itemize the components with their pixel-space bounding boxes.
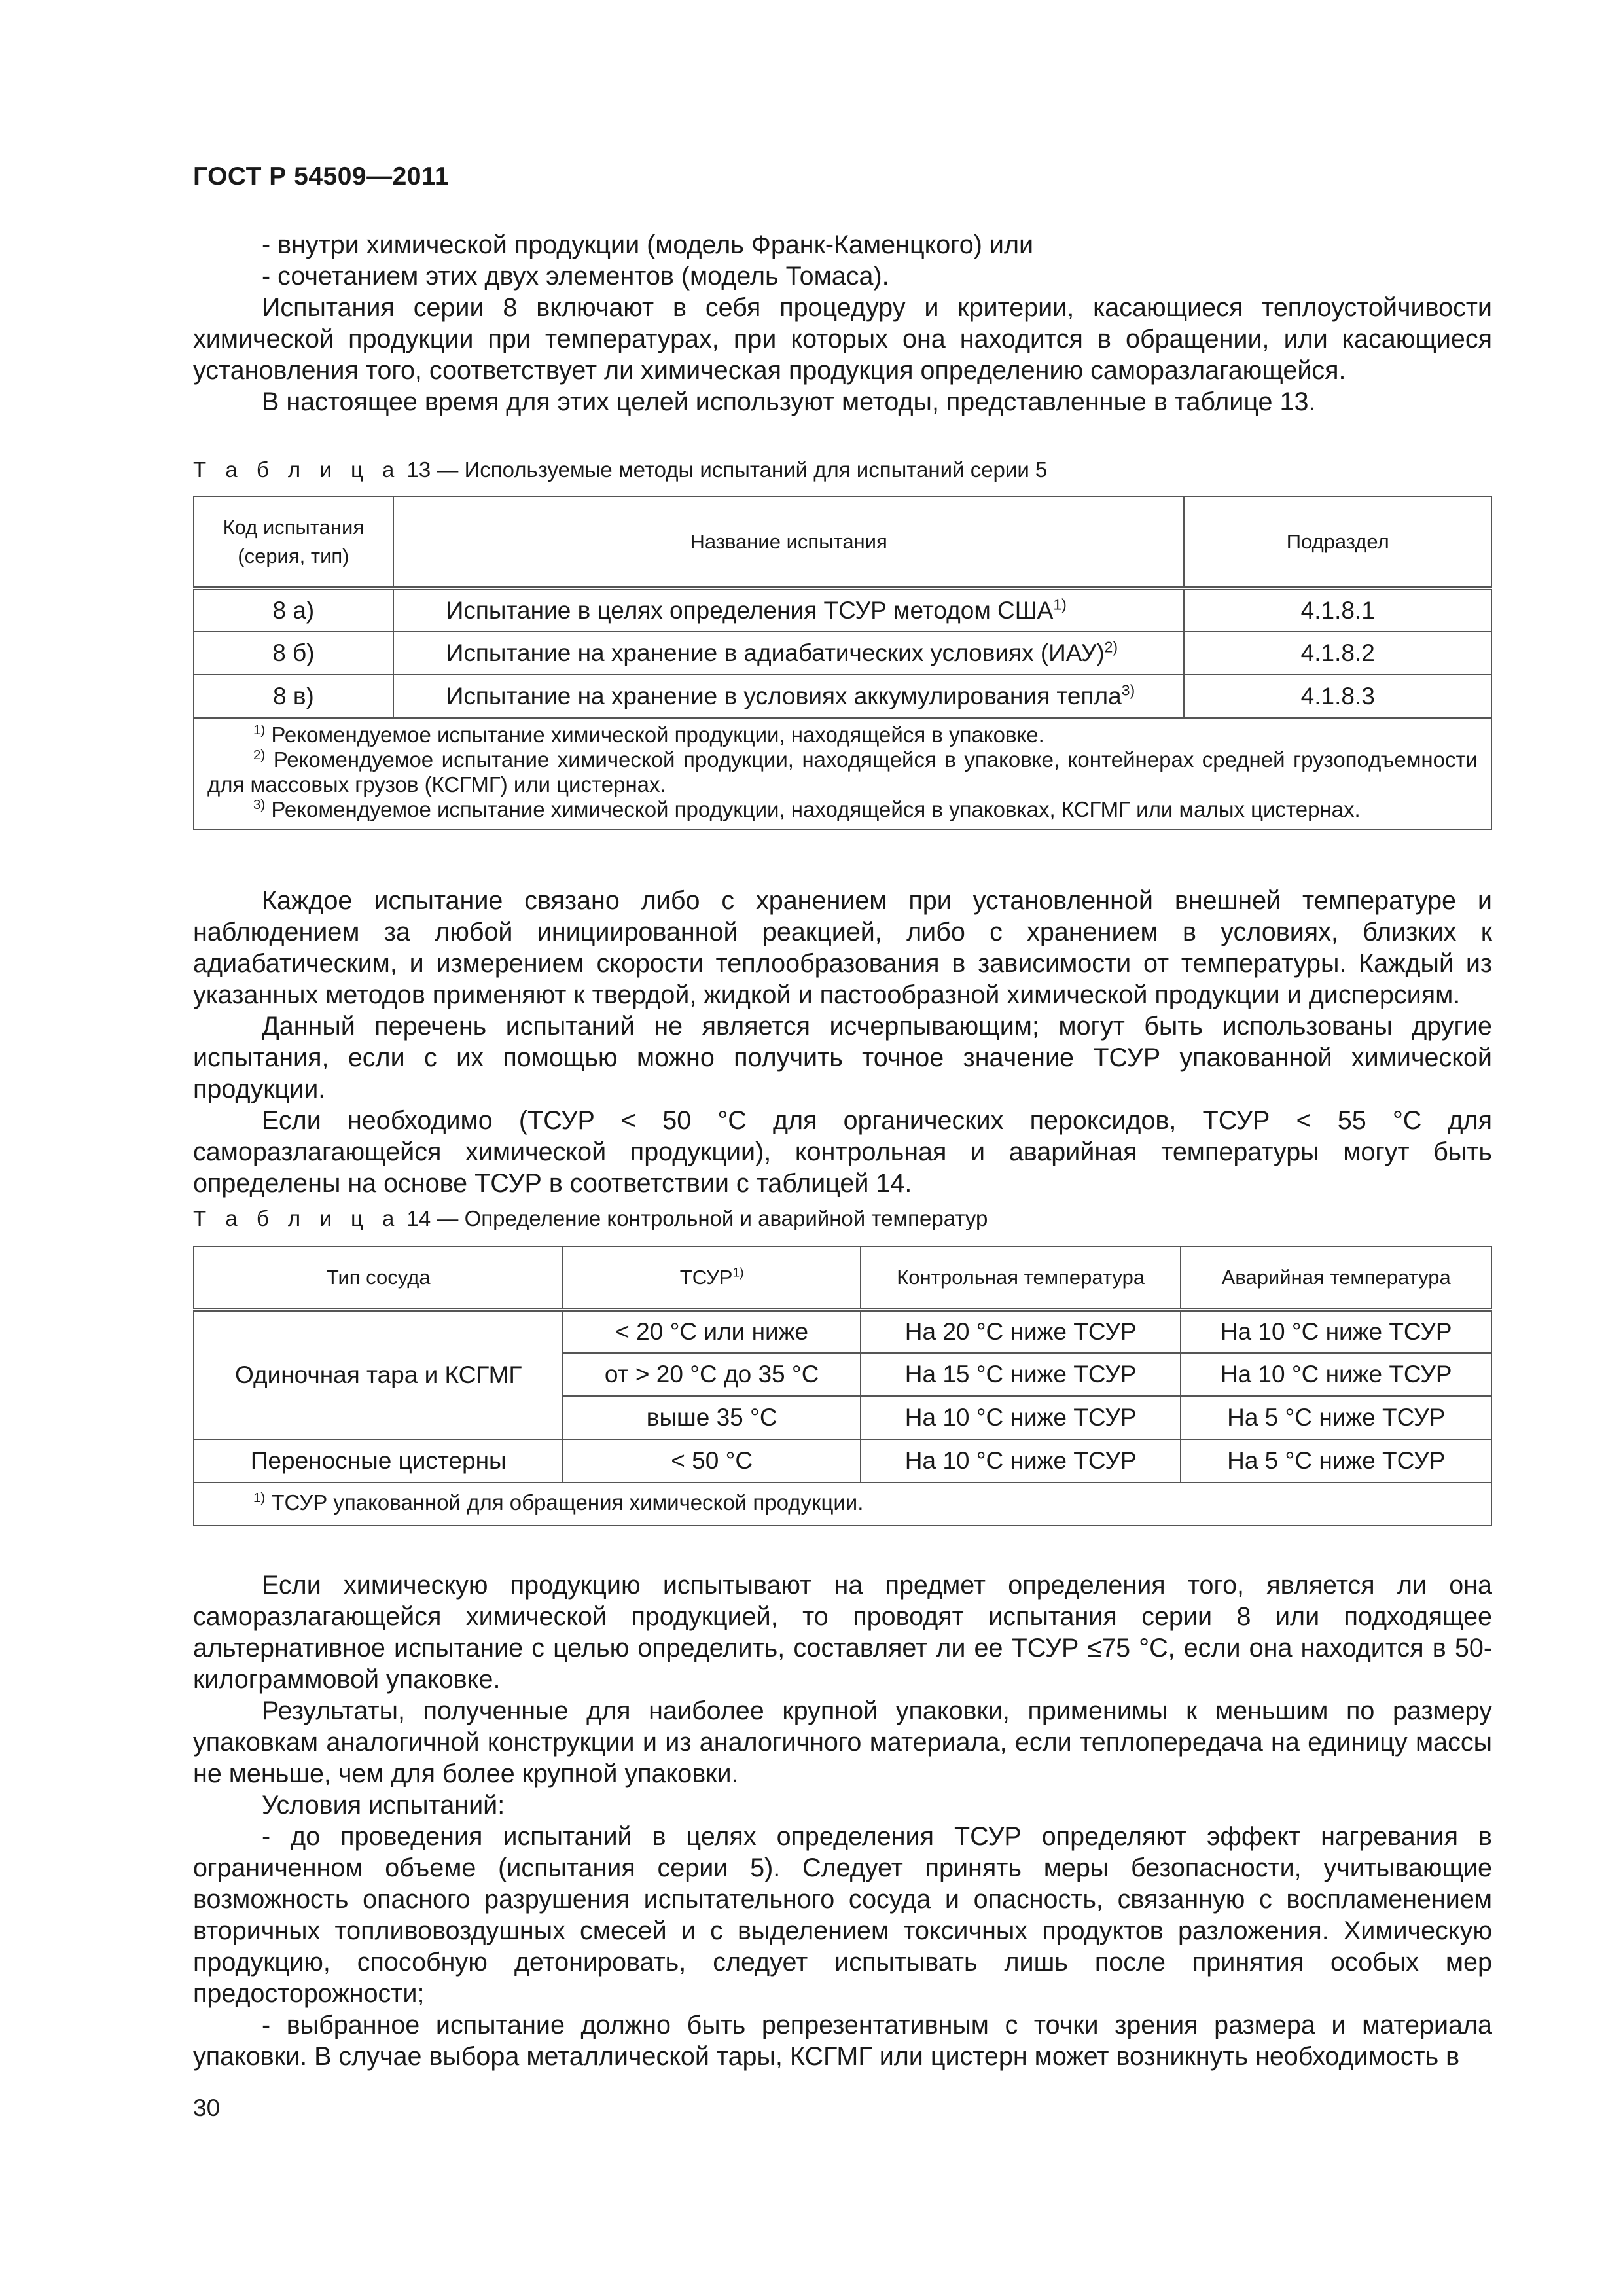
column-header-vessel: Тип сосуда — [194, 1247, 563, 1310]
note-text: Рекомендуемое испытание химической продукции, находящейся в упаковке. — [271, 723, 1044, 747]
caption-prefix: Т а б л и ц а — [193, 1206, 401, 1230]
footnote-mark: 1) — [253, 1490, 266, 1505]
footnote-mark: 1) — [253, 723, 266, 738]
cell-code: 8 в) — [194, 675, 393, 718]
note-text: ТСУР упакованной для обращения химической продукции. — [271, 1490, 864, 1515]
table13-caption — [193, 457, 1047, 483]
cell-tsur: < 20 °С или ниже — [563, 1310, 860, 1353]
table-row — [194, 1439, 1491, 1482]
footnote-mark: 2) — [253, 747, 266, 762]
cell-name — [393, 632, 1185, 675]
cell-name — [393, 675, 1185, 718]
cell-emergency: На 10 °С ниже ТСУР — [1181, 1310, 1491, 1353]
column-header-section: Подраздел — [1184, 497, 1491, 588]
paragraph: Испытания серии 8 включают в себя процедуру и критерии, касающиеся теплоустойчивости химической продукции при температурах, при которых она находится в обращении, или касающиеся установления того, соответствует ли химическая продукция определению саморазлагающейся. — [193, 293, 1492, 385]
intro-text — [193, 229, 1492, 418]
column-header-tsur — [563, 1247, 860, 1310]
name-text: Испытание в целях определения ТСУР методом США — [446, 597, 1054, 624]
paragraph: - выбранное испытание должно быть репрезентативным с точки зрения размера и материала упаковки. В случае выбора металлической тары, КСГМГ или цистерн может возникнуть необходимость в — [193, 2011, 1492, 2071]
paragraph: В настоящее время для этих целей используют методы, представленные в таблице 13. — [262, 387, 1316, 416]
table-notes — [194, 718, 1491, 829]
column-header-code — [194, 497, 393, 588]
table-note — [207, 797, 1478, 822]
table-notes-row — [194, 718, 1491, 829]
cell-name — [393, 588, 1185, 632]
footnote-mark: 3) — [253, 797, 266, 812]
cell-tsur: от > 20 °С до 35 °С — [563, 1353, 860, 1396]
cell-section: 4.1.8.3 — [1184, 675, 1491, 718]
footnote-mark: 1) — [732, 1266, 744, 1280]
middle-text — [193, 885, 1492, 1199]
cell-tsur: < 50 °С — [563, 1439, 860, 1482]
cell-emergency: На 5 °С ниже ТСУР — [1181, 1439, 1491, 1482]
caption-prefix: Т а б л и ц а — [193, 457, 401, 482]
footnote-mark: 2) — [1104, 638, 1118, 656]
page-number: 30 — [193, 2094, 221, 2121]
paragraph: - сочетанием этих двух элементов (модель Томаса). — [262, 262, 889, 291]
cell-vessel: Одиночная тара и КСГМГ — [194, 1310, 563, 1439]
cell-control: На 20 °С ниже ТСУР — [861, 1310, 1181, 1353]
cell-emergency: На 5 °С ниже ТСУР — [1181, 1396, 1491, 1439]
table-notes-row — [194, 1482, 1491, 1526]
cell-code: 8 а) — [194, 588, 393, 632]
cell-section: 4.1.8.1 — [1184, 588, 1491, 632]
table-row — [194, 588, 1491, 632]
cell-control: На 15 °С ниже ТСУР — [861, 1353, 1181, 1396]
cell-code: 8 б) — [194, 632, 393, 675]
final-text — [193, 1570, 1492, 2072]
table-row — [194, 1310, 1491, 1353]
table14-caption — [193, 1206, 988, 1232]
note-text: Рекомендуемое испытание химической продукции, находящейся в упаковке, контейнерах средней грузоподъемности для массовых грузов (КСГМГ) или цистернах. — [207, 747, 1478, 797]
cell-control: На 10 °С ниже ТСУР — [861, 1439, 1181, 1482]
table-row — [194, 632, 1491, 675]
paragraph: Если необходимо (ТСУР < 50 °С для органических пероксидов, ТСУР < 55 °С для саморазлагающейся химической продукции), контрольная и аварийная температуры могут быть определены на основе ТСУР в соответствии с таблицей 14. — [193, 1106, 1492, 1198]
paragraph: - до проведения испытаний в целях определения ТСУР определяют эффект нагревания в ограниченном объеме (испытания серии 5). Следует принять меры безопасности, учитывающие возможность опасного разрушения испытательного сосуда и опасность, связанную с воспламенением вторичных топливовоздушных смесей и с выделением токсичных продуктов разложения. Химическую продукцию, способную детонировать, следует испытывать лишь после принятия особых мер предосторожности; — [193, 1822, 1492, 2008]
paragraph: Каждое испытание связано либо с хранением при установленной внешней температуре и наблюдением за любой инициированной реакцией, либо с хранением в условиях, близких к адиабатическим, и измерением скорости теплообразования в зависимости от температуры. Каждый из указанных методов применяют к твердой, жидкой и пастообразной химической продукции и дисперсиям. — [193, 886, 1492, 1009]
footnote-mark: 3) — [1121, 681, 1135, 699]
cell-vessel: Переносные цистерны — [194, 1439, 563, 1482]
table-14 — [193, 1246, 1492, 1526]
table-row — [194, 675, 1491, 718]
document-header: ГОСТ Р 54509—2011 — [193, 162, 450, 190]
table-note — [207, 1490, 1478, 1515]
header-line: (серия, тип) — [238, 545, 349, 567]
caption-text: 13 — Используемые методы испытаний для испытаний серии 5 — [406, 457, 1048, 482]
footnote-mark: 1) — [1053, 596, 1067, 613]
name-text: Испытание на хранение в адиабатических условиях (ИАУ) — [446, 639, 1105, 666]
cell-tsur: выше 35 °С — [563, 1396, 860, 1439]
header-line: Код испытания — [223, 516, 365, 539]
table-note — [207, 723, 1478, 747]
column-header-emergency: Аварийная температура — [1181, 1247, 1491, 1310]
paragraph: - внутри химической продукции (модель Франк-Каменцкого) или — [262, 230, 1034, 259]
note-text: Рекомендуемое испытание химической продукции, находящейся в упаковках, КСГМГ или малых цистернах. — [271, 797, 1361, 821]
paragraph: Результаты, полученные для наиболее крупной упаковки, применимы к меньшим по размеру упаковкам аналогичной конструкции и из аналогичного материала, если теплопередача на единицу массы не меньше, чем для более крупной упаковки. — [193, 1696, 1492, 1788]
paragraph: Если химическую продукцию испытывают на предмет определения того, является ли она саморазлагающейся химической продукцией, то проводят испытания серии 8 или подходящее альтернативное испытание с целью определить, составляет ли ее ТСУР ≤75 °С, если она находится в 50-килограммовой упаковке. — [193, 1571, 1492, 1694]
column-header-name: Название испытания — [393, 497, 1185, 588]
caption-text: 14 — Определение контрольной и аварийной температур — [406, 1206, 988, 1230]
table-notes — [194, 1482, 1491, 1526]
paragraph: Условия испытаний: — [262, 1791, 505, 1820]
cell-emergency: На 10 °С ниже ТСУР — [1181, 1353, 1491, 1396]
paragraph: Данный перечень испытаний не является исчерпывающим; могут быть использованы другие испытания, если с их помощью можно получить точное значение ТСУР упакованной химической продукции. — [193, 1012, 1492, 1103]
table-13 — [193, 496, 1492, 830]
cell-control: На 10 °С ниже ТСУР — [861, 1396, 1181, 1439]
name-text: Испытание на хранение в условиях аккумулирования тепла — [446, 683, 1122, 709]
cell-section: 4.1.8.2 — [1184, 632, 1491, 675]
table-note — [207, 747, 1478, 797]
header-text: ТСУР — [679, 1266, 733, 1289]
column-header-control: Контрольная температура — [861, 1247, 1181, 1310]
